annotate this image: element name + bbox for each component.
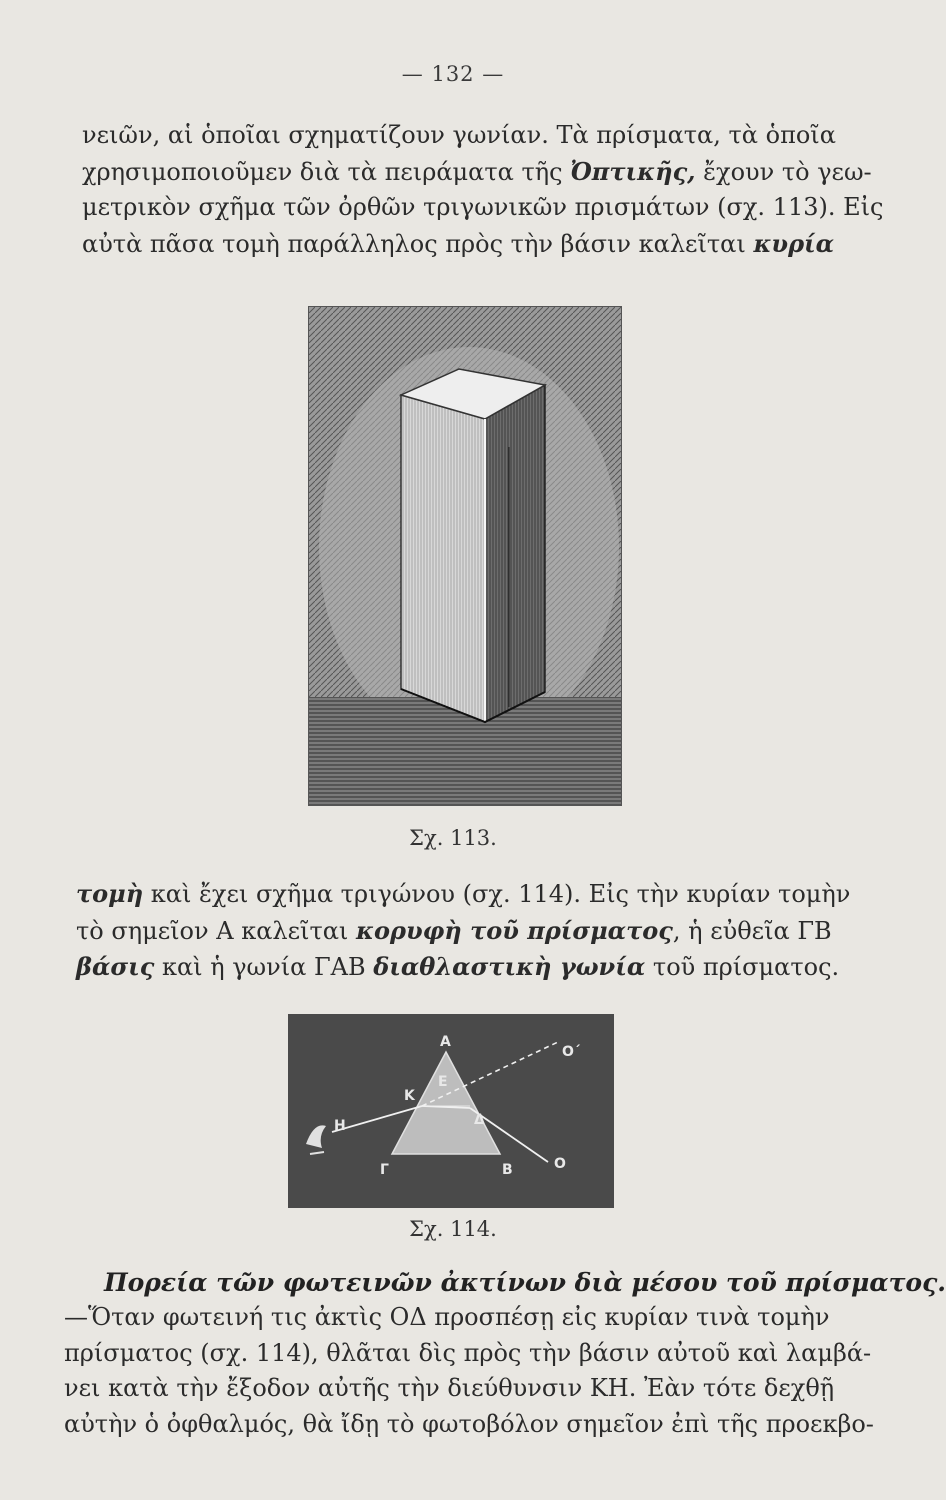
text-run: ἔχουν τὸ γεω- — [695, 157, 872, 186]
eye-icon — [306, 1125, 326, 1148]
text-line — [82, 190, 884, 226]
eye-mark — [310, 1152, 324, 1154]
text-run: καὶ ἡ γωνία ΓΑΒ — [154, 953, 374, 981]
emphasis-koryfi: κορυφὴ τοῦ πρίσματος — [355, 915, 673, 945]
middle-paragraph — [76, 876, 851, 986]
text-line — [82, 118, 852, 154]
emphasis-tomi: τομὴ — [76, 879, 144, 908]
text-line — [82, 226, 852, 263]
figure-113-caption: Σχ. 113. — [409, 826, 497, 850]
emphasis-kyria: κυρία — [753, 228, 835, 258]
figure-113-prism-engraving — [308, 306, 622, 806]
text-run: χρησιμοποιοῦμεν διὰ τὰ πειράματα τῆς — [82, 157, 571, 186]
text-run: καὶ ἔχει σχῆμα τριγώνου (σχ. 114). Εἰς τὴν κυρίαν τομὴν — [143, 880, 851, 908]
section-heading: Πορεία τῶν φωτεινῶν ἀκτίνων διὰ μέσου τοῦ πρίσματος. — [104, 1268, 946, 1297]
text-line — [76, 949, 846, 986]
label-epsilon: Ε — [438, 1074, 448, 1090]
text-line: —Ὅταν φωτεινή τις ἀκτὶς ΟΔ προσπέσῃ εἰς κυρίαν τινὰ τομὴν — [64, 1303, 830, 1331]
text-run: τὸ σημεῖον Α καλεῖται — [76, 916, 356, 945]
page-number: — 132 — — [401, 62, 505, 86]
label-alpha: Α — [440, 1034, 451, 1050]
ray-diagram — [288, 1014, 614, 1208]
label-eta: Η — [334, 1118, 346, 1134]
label-o-prime: Ο΄ — [562, 1044, 581, 1060]
emphasis-diathlastiki: διαθλαστικὴ γωνία — [373, 952, 646, 981]
label-delta: Δ — [474, 1112, 485, 1128]
text-run: , ἡ εὐθεῖα ΓΒ — [672, 916, 832, 945]
text-run: νειῶν, αἱ ὁποῖαι σχηματίζουν γωνίαν. Τὰ πρίσματα, τὰ ὁποῖα — [82, 121, 836, 149]
text-line — [76, 913, 846, 950]
text-line: αὐτὴν ὁ ὀφθαλμός, θὰ ἴδῃ τὸ φωτοβόλον σημεῖον ἐπὶ τῆς προεκβο- — [64, 1409, 874, 1438]
text-line: πρίσματος (σχ. 114), θλᾶται δὶς πρὸς τὴν βάσιν αὐτοῦ καὶ λαμβά- — [64, 1338, 872, 1367]
text-line — [82, 154, 872, 191]
top-paragraph — [82, 118, 884, 262]
label-omicron: Ο — [554, 1156, 566, 1172]
text-run: αὐτὰ πᾶσα τομὴ παράλληλος πρὸς τὴν βάσιν καλεῖται — [82, 229, 754, 258]
figure-114-caption: Σχ. 114. — [409, 1217, 497, 1241]
emphasis-vasis: βάσις — [76, 952, 155, 981]
label-kappa: Κ — [404, 1088, 415, 1104]
label-gamma: Γ — [380, 1162, 389, 1178]
prism-illustration — [309, 307, 621, 805]
text-run: μετρικὸν σχῆμα τῶν ὀρθῶν τριγωνικῶν πρισμάτων (σχ. 113). Εἰς — [82, 193, 884, 221]
bottom-paragraph — [64, 1300, 874, 1442]
emphasis-optikis: Ὀπτικῆς, — [570, 156, 696, 186]
figure-114-ray-diagram — [288, 1014, 614, 1208]
text-line: νει κατὰ τὴν ἔξοδον αὐτῆς τὴν διεύθυνσιν ΚΗ. Ἐὰν τότε δεχθῇ — [64, 1374, 835, 1402]
label-beta: Β — [502, 1162, 513, 1178]
text-run: τοῦ πρίσματος. — [645, 953, 840, 981]
text-line — [76, 876, 851, 913]
